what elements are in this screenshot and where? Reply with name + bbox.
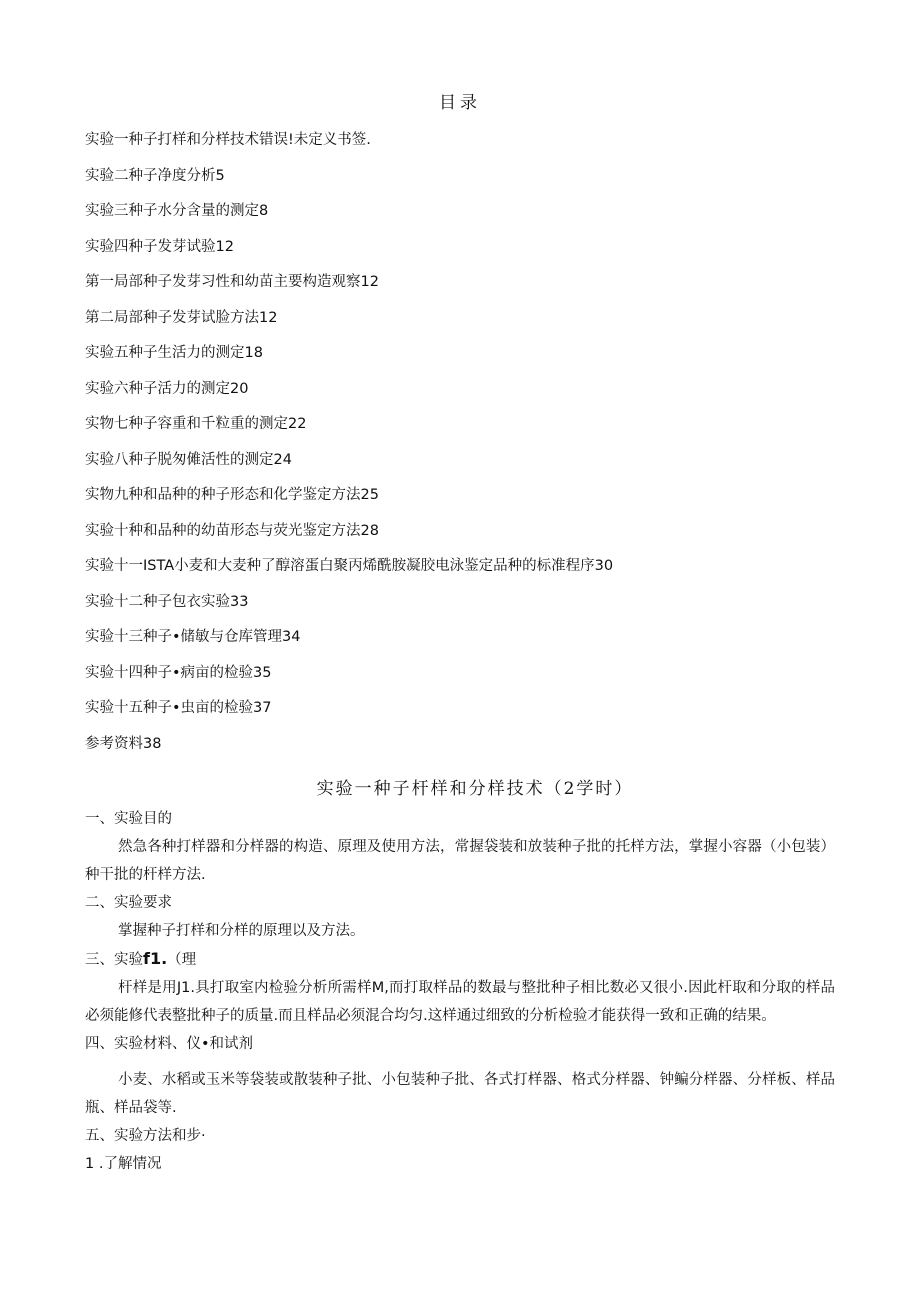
heading-principle-part: 三、实验 — [85, 952, 143, 968]
toc-item[interactable]: 实物九种和品种的种子形态和化学鉴定方法25 — [85, 487, 379, 503]
toc-item[interactable]: 实验十一ISTA小麦和大麦种了醇溶蛋白聚丙烯酰胺凝胶电泳鉴定品种的标准程序30 — [85, 558, 614, 574]
paragraph-requirements: 掌握种子打样和分样的原理以及方法。 — [118, 923, 365, 939]
paragraph-principle: 杆样是用J1.具打取室内检验分析所需样M,而打取样品的数最与整批种子相比数必又很小.因此杆取和分取的样品必须能修代表整批种子的质量.而且样品必须混合均匀.这样通过细致的分析检验才能获得一致和正确的结果。 — [85, 980, 835, 1024]
toc-item[interactable]: 实验一种子打样和分样技术错误!未定义书签. — [85, 132, 371, 148]
toc-item[interactable]: 实验四种子发芽试验12 — [85, 238, 234, 255]
paragraph-purpose: 然急各种打样器和分样器的构造、原理及使用方法，常握袋装和放装种子批的托样方法，掌握小容器（小包装）种干批的杆样方法. — [85, 839, 835, 883]
toc-title: 目录 — [439, 93, 481, 113]
toc-item[interactable]: 实验八种子脱匆傩活性的测定24 — [85, 451, 292, 468]
heading-purpose: 一、实验目的 — [85, 811, 172, 827]
toc-item[interactable]: 第一局部种子发芽习性和幼苗主要构造观察12 — [85, 274, 379, 290]
toc-item[interactable]: 实验五种子生活力的测定18 — [85, 345, 263, 361]
toc-item[interactable]: 实验三种子水分含量的测定8 — [85, 203, 269, 219]
toc-item[interactable]: 实物七种子容重和千粒重的测定22 — [85, 416, 307, 432]
section-title: 实验一种子杆样和分样技术（2学时） — [316, 779, 634, 799]
heading-principle-bold: f1. — [143, 949, 168, 968]
toc-item[interactable]: 参考资料38 — [85, 735, 162, 752]
heading-principle-tail: （理 — [167, 952, 197, 968]
toc-item[interactable]: 实验二种子净度分析5 — [85, 167, 225, 184]
table-of-contents — [85, 128, 885, 767]
experiment-one-section — [85, 774, 835, 1178]
heading-methods: 五、实验方法和步· — [85, 1128, 206, 1144]
toc-item[interactable]: 实验六种子活力的测定20 — [85, 380, 249, 397]
toc-item[interactable]: 实验十三种子•储敏与仓库管理34 — [85, 629, 301, 645]
toc-item[interactable]: 实验十五种子•虫亩的检验37 — [85, 700, 272, 716]
heading-requirements: 二、实验要求 — [85, 895, 172, 911]
heading-materials: 四、实验材料、仪•和试剂 — [85, 1036, 254, 1052]
heading-principle — [85, 945, 835, 974]
toc-item[interactable]: 实验十二种子包衣实验33 — [85, 593, 249, 610]
paragraph-materials: 小麦、水稻或玉米等袋装或散装种子批、小包装种子批、各式打样器、格式分样器、钟鳊分样器、分样板、样品瓶、样品袋等. — [85, 1072, 835, 1116]
toc-item[interactable]: 第二局部种子发芽试脸方法12 — [85, 309, 278, 326]
step-one: 1 .了解情况 — [85, 1156, 162, 1172]
toc-item[interactable]: 实验十种和品种的幼苗形态与荧光鉴定方法28 — [85, 522, 379, 539]
toc-item[interactable]: 实验十四种子•病亩的检验35 — [85, 664, 272, 681]
